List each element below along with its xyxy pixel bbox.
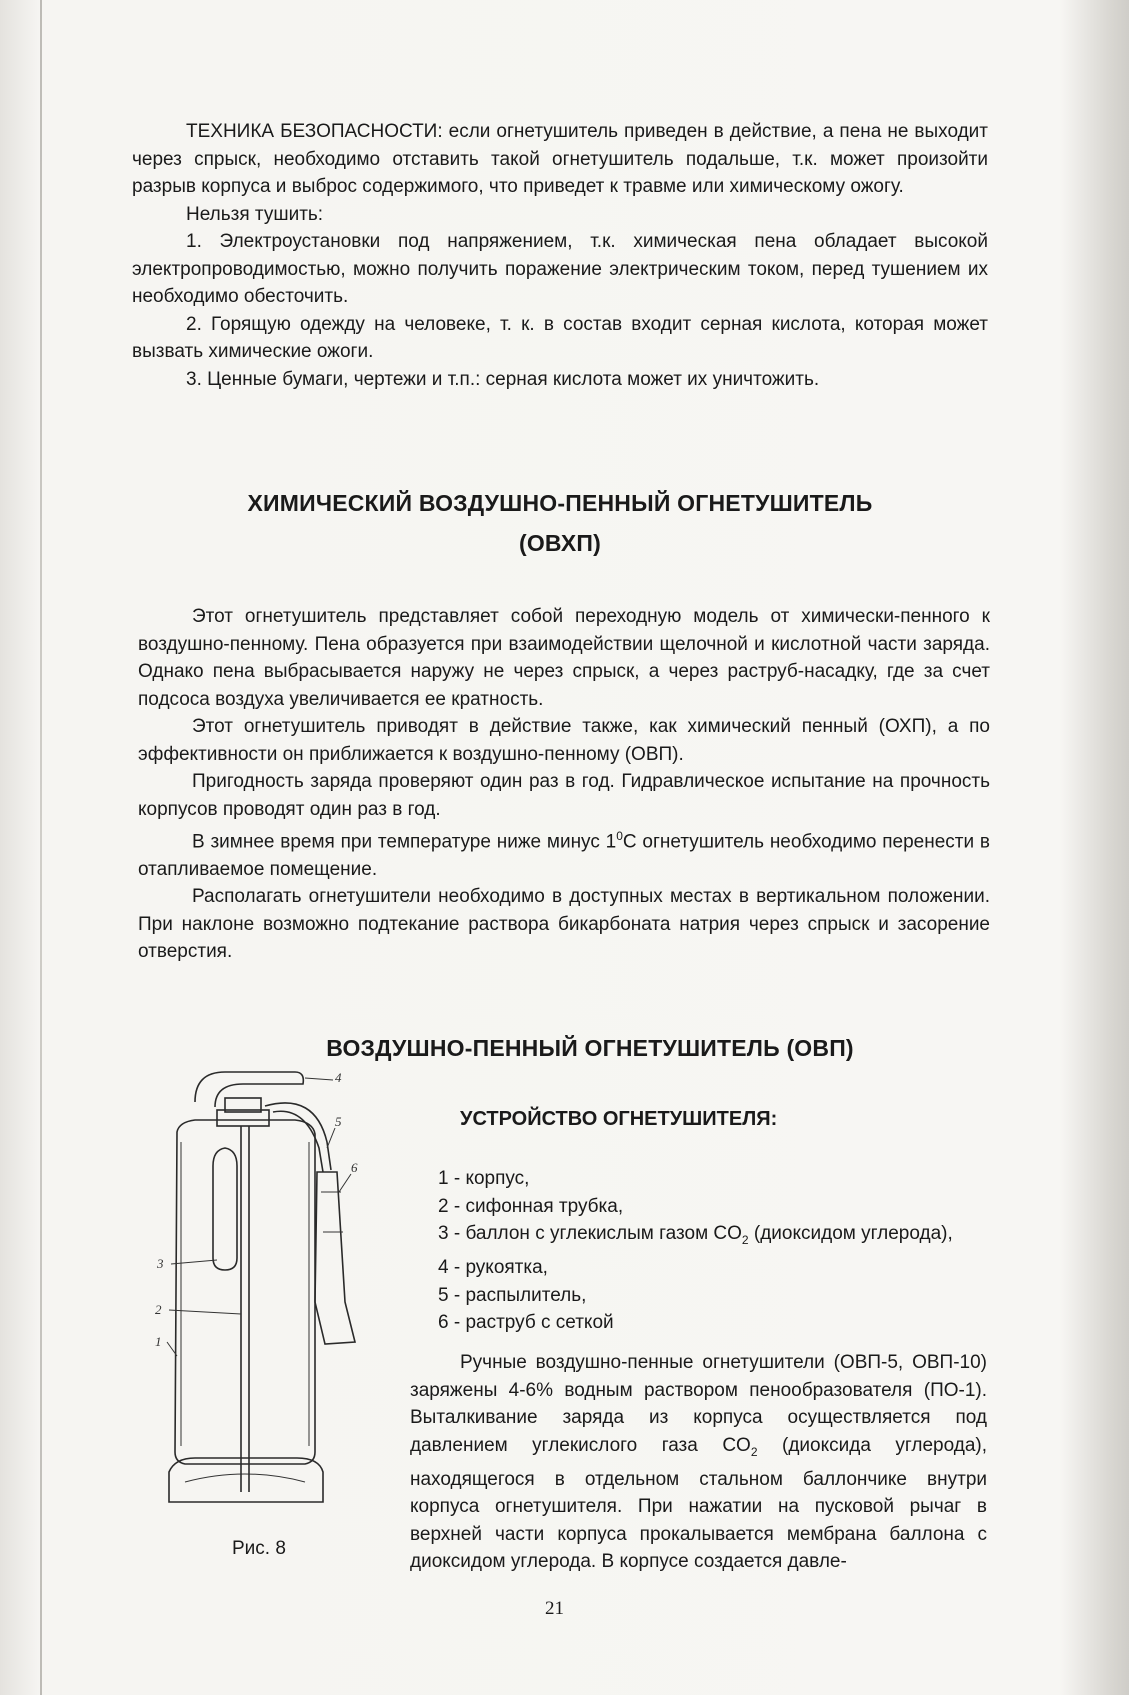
label-1: 1 [155, 1334, 162, 1349]
winter-text-before: В зимнее время при температуре ниже минус 1 [192, 831, 617, 853]
page-number: 21 [545, 1598, 564, 1619]
label-3: 3 [157, 1256, 164, 1271]
ovhp-paragraph-2: Этот огнетушитель приводят в действие также, как химический пенный (ОХП), а по эффективности он приближается к воздушно-пенному (ОВП). [138, 716, 990, 765]
ovp-text-before: Ручные воздушно-пенные огнетушители (ОВП-5, ОВП-10) заряжены 4-6% водным раствором пенообразователя (ПО-1). Выталкивание заряда из корпуса осуществляется под давлением углекислого газа CO [410, 1352, 987, 1456]
figure-caption: Рис. 8 [232, 1538, 286, 1559]
ovp-title: ВОЗДУШНО-ПЕННЫЙ ОГНЕТУШИТЕЛЬ (ОВП) [326, 1035, 854, 1061]
forbidden-heading: Нельзя тушить: [186, 203, 324, 225]
safety-paragraph: ТЕХНИКА БЕЗОПАСНОСТИ: если огнетушитель приведен в действие, а пена не выходит через спрыск, необходимо отставить такой огнетушитель подальше, т.к. может произойти разрыв корпуса и выброс содержимого, что приведет к травме или химическому ожогу. [132, 121, 988, 197]
forbidden-item-3: 3. Ценные бумаги, чертежи и т.п.: серная кислота может их уничтожить. [186, 368, 820, 390]
label-4: 4 [335, 1070, 342, 1085]
label-5: 5 [335, 1114, 342, 1129]
forbidden-item-2: 2. Горящую одежду на человеке, т. к. в состав входит серная кислота, которая может вызвать химические ожоги. [132, 313, 988, 362]
co2-subscript: 2 [741, 1232, 749, 1247]
ovhp-title-line1: ХИМИЧЕСКИЙ ВОЗДУШНО-ПЕННЫЙ ОГНЕТУШИТЕЛЬ [247, 490, 873, 516]
part-5: 5 - распылитель, [438, 1284, 587, 1306]
part-3-text-after: (диоксидом углерода), [748, 1223, 953, 1244]
part-3 [438, 1220, 1028, 1254]
forbidden-item-1: 1. Электроустановки под напряжением, т.к. химическая пена обладает высокой электропроводимостью, можно получить поражение электрическим током, перед тушением их необходимо обесточить. [132, 231, 988, 307]
ovhp-paragraph-placement: Располагать огнетушители необходимо в доступных местах в вертикальном положении. При наклоне возможно подтекание раствора бикарбоната натрия через спрыск и засорение отверстия. [138, 886, 990, 963]
safety-section [132, 118, 988, 393]
ovp-text-after: (диоксида углерода), находящегося в отдельном стальном баллончике внутри корпуса огнетушителя. При нажатии на пусковой рычаг в верхней части корпуса прокалывается мембрана баллона с диоксидом углерода. В корпусе создается давле- [410, 1434, 988, 1573]
ovp-body [410, 1349, 987, 1576]
label-2: 2 [155, 1302, 162, 1317]
part-1: 1 - корпус, [438, 1168, 530, 1189]
part-6: 6 - раструб с сеткой [438, 1312, 614, 1334]
ovp-paragraph [410, 1349, 987, 1576]
winter-text-after: С огнетушитель необходимо перенести в отапливаемое помещение. [138, 831, 991, 880]
part-3-text: 3 - баллон с углекислым газом CO [438, 1223, 742, 1244]
device-title: УСТРОЙСТВО ОГНЕТУШИТЕЛЯ: [460, 1108, 778, 1130]
ovhp-title [120, 483, 1000, 563]
part-4: 4 - рукоятка, [438, 1257, 548, 1279]
ovhp-title-line2: (ОВХП) [518, 530, 601, 556]
extinguisher-diagram [155, 1062, 395, 1522]
ovhp-paragraph-3: Пригодность заряда проверяют один раз в год. Гидравлическое испытание на прочность корпусов проводят один раз в год. [138, 771, 990, 820]
ovhp-paragraph-winter [138, 823, 990, 883]
ovhp-section [138, 603, 990, 966]
binding-edge [40, 0, 42, 1695]
co2-subscript-body: 2 [750, 1444, 758, 1459]
part-2: 2 - сифонная трубка, [438, 1195, 624, 1217]
degree-sup: 0 [616, 829, 623, 843]
label-6: 6 [351, 1160, 358, 1175]
ovhp-paragraph-1: Этот огнетушитель представляет собой переходную модель от химически-пенного к воздушно-пенному. Пена образуется при взаимодействии щелочной и кислотной части заряда. Однако пена выбрасывается наружу не через спрыск, а через раструб-насадку, где за счет подсоса воздуха увеличивается ее кратность. [138, 606, 990, 710]
parts-list [438, 1165, 1028, 1337]
